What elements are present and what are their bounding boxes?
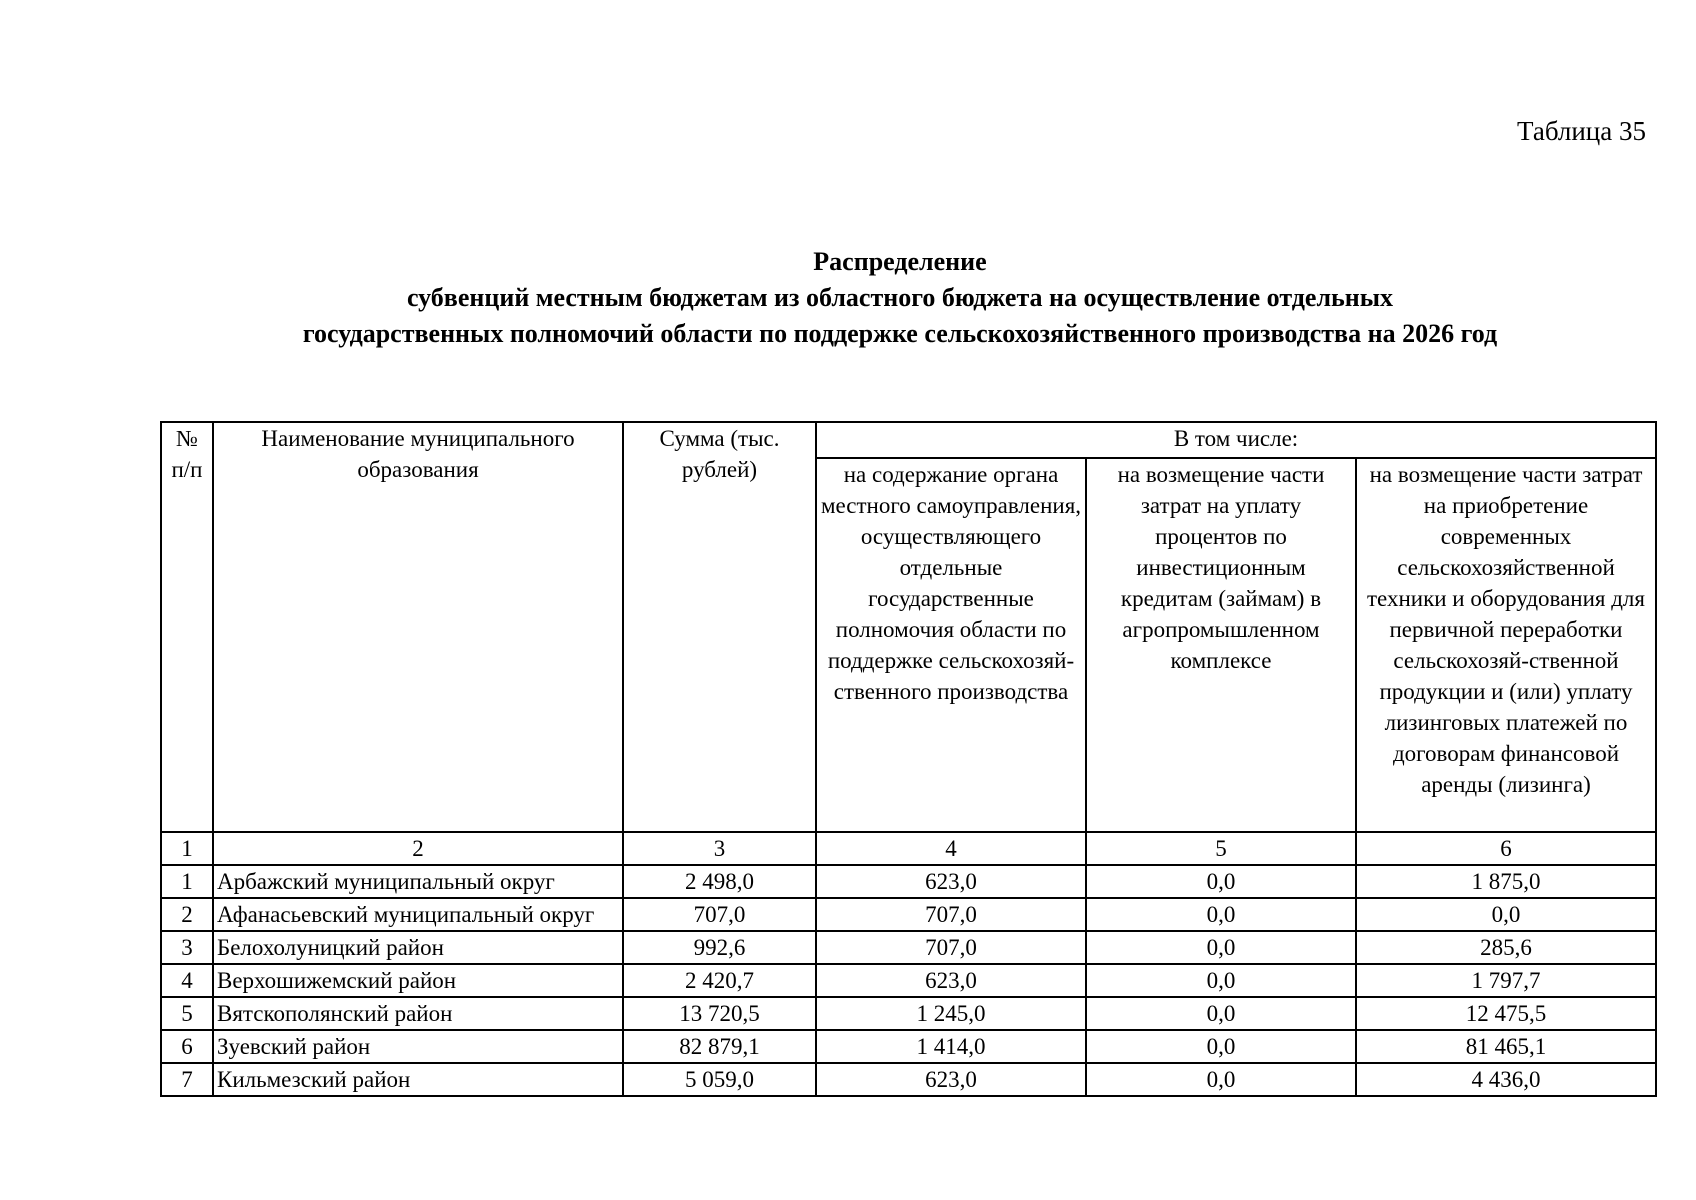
- amount-col4: 1 414,0: [816, 1030, 1086, 1063]
- table-row: [161, 964, 1656, 997]
- row-number: 4: [161, 964, 213, 997]
- header-including: В том числе:: [816, 422, 1656, 458]
- amount-total: 2 420,7: [623, 964, 816, 997]
- amount-col6: 12 475,5: [1356, 997, 1656, 1030]
- row-number: 3: [161, 931, 213, 964]
- amount-col5: 0,0: [1086, 997, 1356, 1030]
- row-number: 6: [161, 1030, 213, 1063]
- title-line-3: государственных полномочий области по поддержке сельскохозяйственного производства на 2026 год: [302, 319, 1498, 348]
- table-row: [161, 865, 1656, 898]
- amount-col4: 1 245,0: [816, 997, 1086, 1030]
- amount-col5: 0,0: [1086, 1030, 1356, 1063]
- municipality-name: Зуевский район: [213, 1030, 623, 1063]
- amount-col4: 707,0: [816, 898, 1086, 931]
- table-row: [161, 898, 1656, 931]
- header-col6: на возмещение части затрат на приобретение современных сельскохозяйственной техники и оборудования для первичной переработки сельскохозяй-ственной продукции и (или) уплату лизинговых платежей по договорам финансовой аренды (лизинга): [1356, 458, 1656, 832]
- amount-total: 5 059,0: [623, 1063, 816, 1096]
- column-number: 1: [161, 832, 213, 865]
- row-number: 2: [161, 898, 213, 931]
- amount-col5: 0,0: [1086, 931, 1356, 964]
- municipality-name: Арбажский муниципальный округ: [213, 865, 623, 898]
- amount-col4: 707,0: [816, 931, 1086, 964]
- column-number: 6: [1356, 832, 1656, 865]
- row-number: 5: [161, 997, 213, 1030]
- amount-col6: 4 436,0: [1356, 1063, 1656, 1096]
- header-col5: на возмещение части затрат на уплату процентов по инвестиционным кредитам (займам) в агропромышленном комплексе: [1086, 458, 1356, 832]
- amount-col6: 1 797,7: [1356, 964, 1656, 997]
- header-col4: на содержание органа местного самоуправления, осуществляющего отдельные государственные полномочия области по поддержке сельскохозяй-ственного производства: [816, 458, 1086, 832]
- amount-col5: 0,0: [1086, 1063, 1356, 1096]
- header-name: Наименование муниципального образования: [213, 422, 623, 832]
- column-number: 4: [816, 832, 1086, 865]
- table-row: [161, 1030, 1656, 1063]
- amount-total: 2 498,0: [623, 865, 816, 898]
- amount-col5: 0,0: [1086, 865, 1356, 898]
- amount-col6: 1 875,0: [1356, 865, 1656, 898]
- table-row: [161, 997, 1656, 1030]
- amount-col4: 623,0: [816, 865, 1086, 898]
- municipality-name: Белохолуницкий район: [213, 931, 623, 964]
- subvention-table: [160, 421, 1657, 1097]
- document-title: [160, 244, 1640, 352]
- column-number-row: [161, 832, 1656, 865]
- title-line-2: субвенций местным бюджетам из областного бюджета на осуществление отдельных: [406, 283, 1394, 312]
- amount-col4: 623,0: [816, 1063, 1086, 1096]
- header-row-main: [161, 422, 1656, 458]
- amount-col5: 0,0: [1086, 898, 1356, 931]
- row-number: 1: [161, 865, 213, 898]
- table-label: Таблица 35: [1517, 116, 1646, 146]
- amount-total: 707,0: [623, 898, 816, 931]
- table-row: [161, 1063, 1656, 1096]
- amount-total: 13 720,5: [623, 997, 816, 1030]
- amount-col6: 0,0: [1356, 898, 1656, 931]
- amount-col4: 623,0: [816, 964, 1086, 997]
- municipality-name: Вятскополянский район: [213, 997, 623, 1030]
- header-sum: Сумма (тыс. рублей): [623, 422, 816, 832]
- amount-col6: 81 465,1: [1356, 1030, 1656, 1063]
- row-number: 7: [161, 1063, 213, 1096]
- header-num: № п/п: [161, 422, 213, 832]
- municipality-name: Афанасьевский муниципальный округ: [213, 898, 623, 931]
- table-row: [161, 931, 1656, 964]
- column-number: 3: [623, 832, 816, 865]
- municipality-name: Верхошижемский район: [213, 964, 623, 997]
- title-line-1: Распределение: [813, 247, 987, 276]
- amount-total: 992,6: [623, 931, 816, 964]
- amount-total: 82 879,1: [623, 1030, 816, 1063]
- municipality-name: Кильмезский район: [213, 1063, 623, 1096]
- column-number: 2: [213, 832, 623, 865]
- amount-col6: 285,6: [1356, 931, 1656, 964]
- column-number: 5: [1086, 832, 1356, 865]
- amount-col5: 0,0: [1086, 964, 1356, 997]
